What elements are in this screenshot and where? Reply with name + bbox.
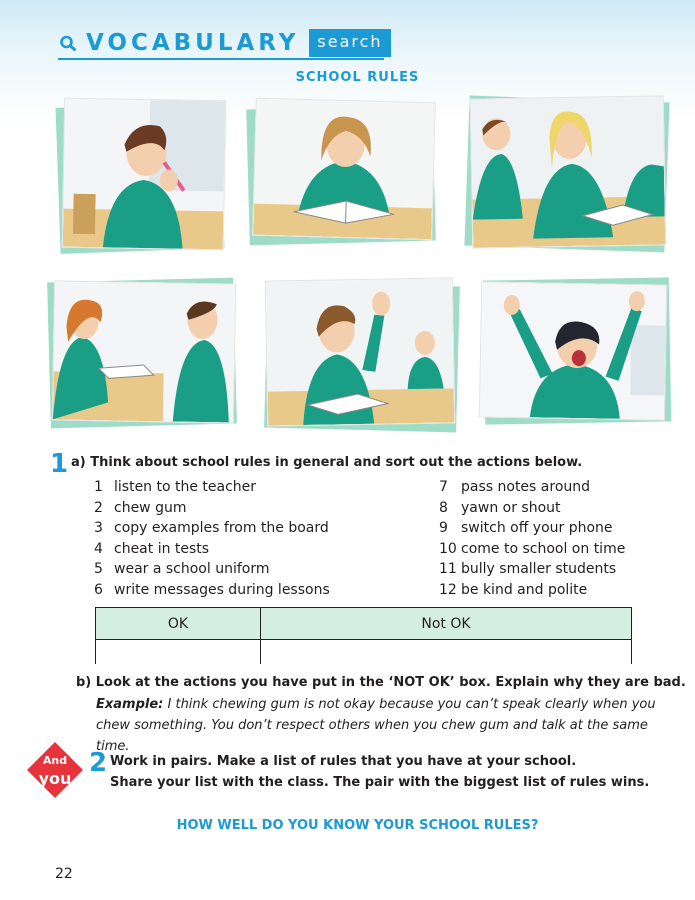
list-item: 9 switch off your phone [439, 520, 613, 536]
actions-list-right [439, 477, 625, 600]
search-icon [58, 32, 80, 54]
badge-top-text: And [42, 754, 68, 767]
list-item: 11 bully smaller students [439, 561, 617, 577]
list-item: 2 chew gum [94, 499, 187, 516]
list-item: 4 cheat in tests [94, 540, 210, 557]
example-label: Example: [96, 697, 164, 712]
list-item: 3 copy examples from the board [94, 520, 329, 536]
ok-column-cell[interactable] [96, 640, 261, 665]
picture-boy-yawning [478, 276, 673, 426]
ok-column-header: OK [96, 608, 261, 640]
header-underline [58, 58, 384, 60]
exercise-1b-instruction: b) Look at the actions you have put in the ‘NOT OK’ box. Explain why they are bad. [76, 675, 686, 690]
list-item: 7 pass notes around [439, 479, 591, 495]
page-number: 22 [55, 866, 73, 882]
not-ok-column-cell[interactable] [260, 640, 631, 665]
exercise-1-number: 1 [50, 449, 69, 479]
picture-boy-chewing-pencil [58, 97, 228, 257]
picture-boy-raising-hand [262, 276, 462, 434]
picture-girl-writing [248, 97, 438, 247]
picture-student-cheating [47, 276, 239, 431]
list-item: 6 write messages during lessons [94, 581, 330, 598]
list-item: 5 wear a school uniform [94, 561, 270, 577]
actions-list-left [94, 477, 330, 600]
example-body: I think chewing gum is not okay because you can’t speak clearly when you chew something. You don’t respect others when you chew gum and talk at the same time. [96, 697, 656, 754]
bottom-question: HOW WELL DO YOU KNOW YOUR SCHOOL RULES? [176, 818, 539, 833]
exercise-2-line-2: Share your list with the class. The pair with the biggest list of rules wins. [110, 775, 650, 790]
not-ok-column-header: Not OK [260, 608, 631, 640]
vocabulary-title: VOCABULARY [86, 30, 300, 56]
exercise-2-number: 2 [89, 748, 108, 778]
vocabulary-header [58, 28, 391, 58]
exercise-1a-instruction: a) Think about school rules in general and sort out the actions below. [71, 455, 583, 470]
sort-table [95, 607, 632, 664]
list-item: 1 listen to the teacher [94, 479, 257, 495]
picture-classroom-students [467, 95, 672, 255]
and-you-badge [25, 740, 85, 800]
list-item: 12 be kind and polite [439, 581, 588, 598]
list-item: 8 yawn or shout [439, 499, 561, 516]
badge-bottom-text: you [38, 769, 72, 788]
section-title: SCHOOL RULES [295, 70, 420, 85]
exercise-2-line-1: Work in pairs. Make a list of rules that you have at your school. [110, 754, 577, 769]
example-text [96, 694, 656, 757]
search-tag: search [309, 29, 390, 57]
list-item: 10 come to school on time [439, 540, 626, 557]
